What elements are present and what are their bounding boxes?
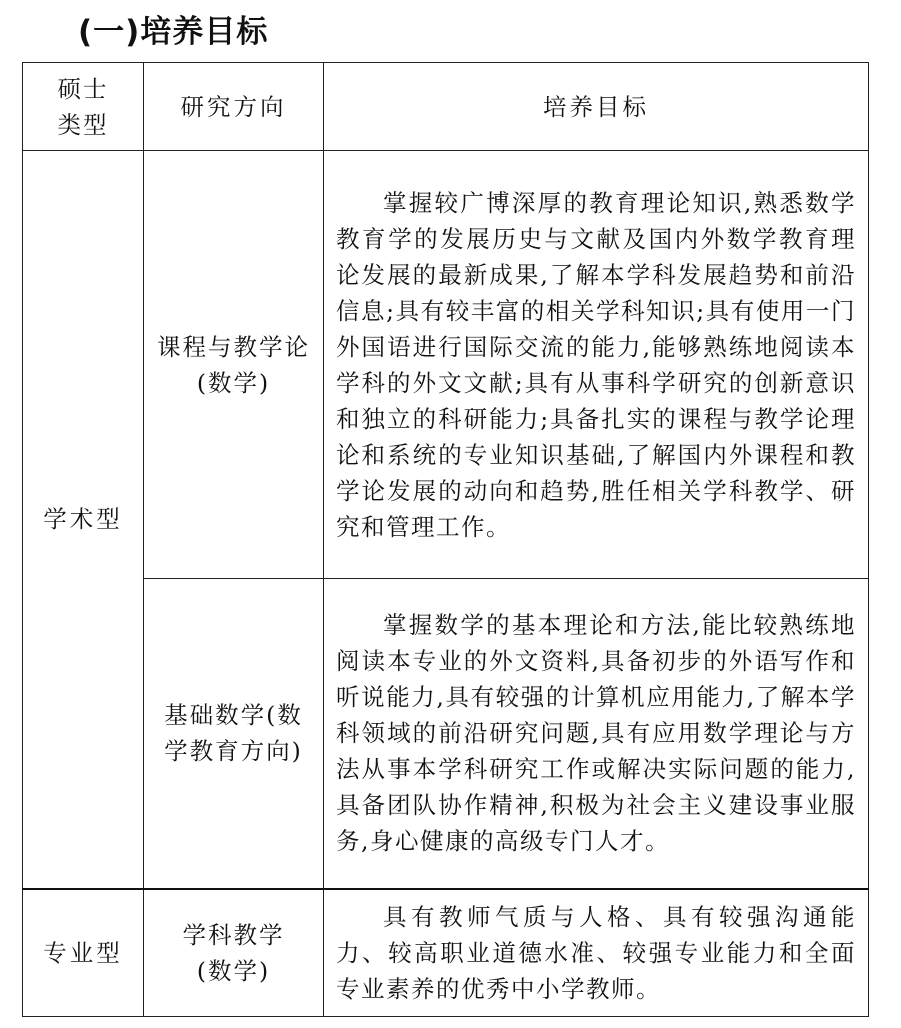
degree-type-professional: 专业型 [23, 889, 144, 1017]
header-row [23, 63, 869, 151]
degree-type-academic: 学术型 [23, 151, 144, 889]
research-direction-cell: 基础数学(数学教育方向) [144, 579, 324, 889]
table-row [23, 579, 869, 889]
training-goal-cell: 掌握较广博深厚的教育理论知识,熟悉数学教育学的发展历史与文献及国内外数学教育理论发展的最新成果,了解本学科发展趋势和前沿信息;具有较丰富的相关学科知识;具有使用一门外国语进行国际交流的能力,能够熟练地阅读本学科的外文文献;具有从事科学研究的创新意识和独立的科研能力;具备扎实的课程与教学论理论和系统的专业知识基础,了解国内外课程和教学论发展的动向和趋势,胜任相关学科教学、研究和管理工作。 [324, 151, 869, 579]
table-row [23, 151, 869, 579]
research-direction-cell: 课程与教学论(数学) [144, 151, 324, 579]
training-goal-cell: 具有教师气质与人格、具有较强沟通能力、较高职业道德水准、较强专业能力和全面专业素养的优秀中小学教师。 [324, 889, 869, 1017]
table-row [23, 889, 869, 1017]
header-research-direction: 研究方向 [144, 63, 324, 151]
training-goal-cell: 掌握数学的基本理论和方法,能比较熟练地阅读本专业的外文资料,具备初步的外语写作和听说能力,具有较强的计算机应用能力,了解本学科领域的前沿研究问题,具有应用数学理论与方法从事本学科研究工作或解决实际问题的能力,具备团队协作精神,积极为社会主义建设事业服务,身心健康的高级专门人才。 [324, 579, 869, 889]
section-title: (一)培养目标 [78, 14, 269, 50]
header-training-goal: 培养目标 [324, 63, 869, 151]
training-goals-table [22, 62, 869, 1017]
header-degree-type: 硕士类型 [23, 63, 144, 151]
research-direction-cell: 学科教学(数学) [144, 889, 324, 1017]
